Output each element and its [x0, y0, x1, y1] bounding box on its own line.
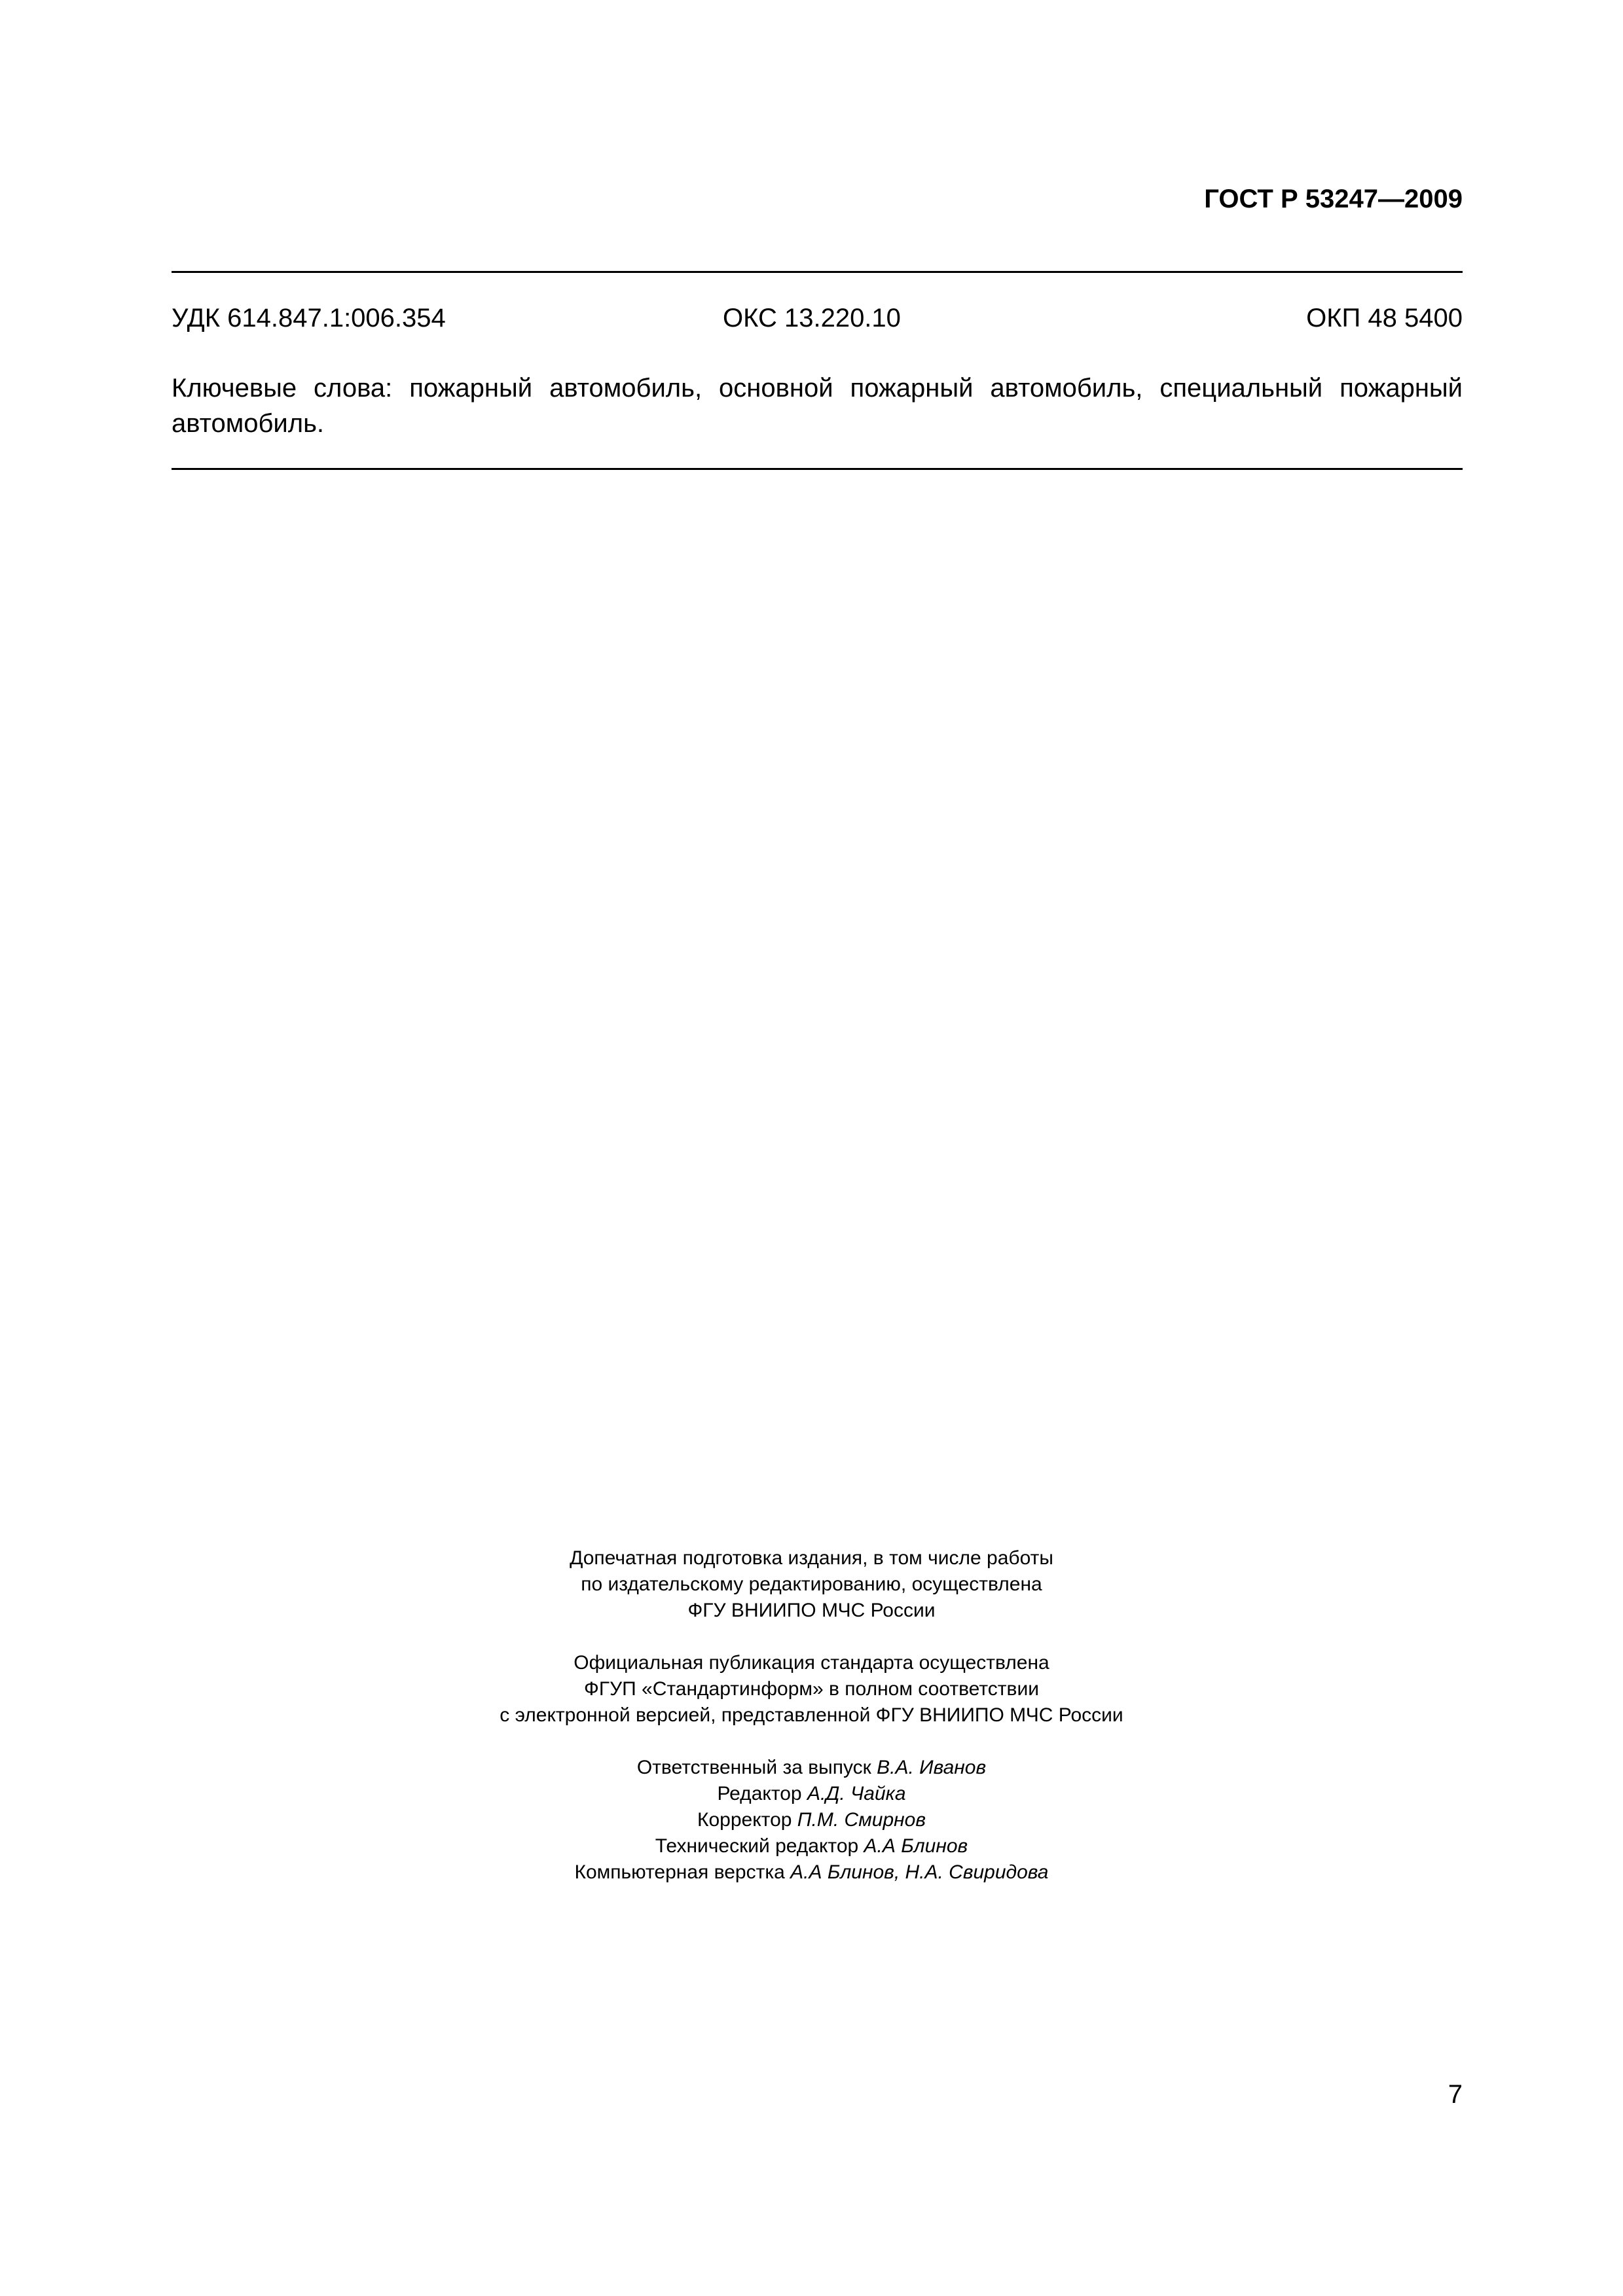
staff-person: А.Д. Чайка — [807, 1783, 906, 1804]
colophon — [0, 1545, 1623, 1912]
udk-code: УДК 614.847.1:006.354 — [172, 304, 446, 332]
staff-person: А.А Блинов — [864, 1835, 968, 1857]
prepress-line: Допечатная подготовка издания, в том числе работы — [570, 1547, 1053, 1569]
page-number: 7 — [1448, 2080, 1463, 2109]
staff-role: Ответственный за выпуск — [636, 1757, 871, 1778]
prepress-line: ФГУ ВНИИПО МЧС России — [687, 1600, 936, 1621]
prepress-line: по издательскому редактированию, осуществлена — [581, 1573, 1042, 1595]
publication-line: Официальная публикация стандарта осуществлена — [574, 1652, 1049, 1674]
document-number: ГОСТ Р 53247—2009 — [1204, 185, 1463, 213]
staff-line — [0, 1833, 1623, 1859]
staff-role: Технический редактор — [655, 1835, 859, 1857]
keywords-paragraph: Ключевые слова: пожарный автомобиль, основной пожарный автомобиль, специальный пожарный автомобиль. — [172, 374, 1463, 438]
staff-role: Компьютерная верстка — [574, 1861, 785, 1883]
staff-line — [0, 1755, 1623, 1781]
staff-person: П.М. Смирнов — [797, 1809, 926, 1831]
bottom-divider — [172, 468, 1463, 470]
publication-block — [0, 1650, 1623, 1729]
oks-code: ОКС 13.220.10 — [723, 304, 901, 332]
okp-code: ОКП 48 5400 — [1306, 304, 1463, 332]
staff-line — [0, 1807, 1623, 1833]
staff-person: В.А. Иванов — [877, 1757, 987, 1778]
staff-role: Редактор — [717, 1783, 802, 1804]
staff-line — [0, 1859, 1623, 1886]
staff-line — [0, 1781, 1623, 1807]
staff-role: Корректор — [697, 1809, 792, 1831]
prepress-block — [0, 1545, 1623, 1624]
classification-codes — [172, 304, 1463, 340]
publication-line: ФГУП «Стандартинформ» в полном соответствии — [584, 1678, 1039, 1700]
publication-line: с электронной версией, представленной ФГУ ВНИИПО МЧС России — [500, 1704, 1123, 1726]
top-divider — [172, 271, 1463, 273]
staff-person: А.А Блинов, Н.А. Свиридова — [790, 1861, 1049, 1883]
staff-block — [0, 1755, 1623, 1886]
